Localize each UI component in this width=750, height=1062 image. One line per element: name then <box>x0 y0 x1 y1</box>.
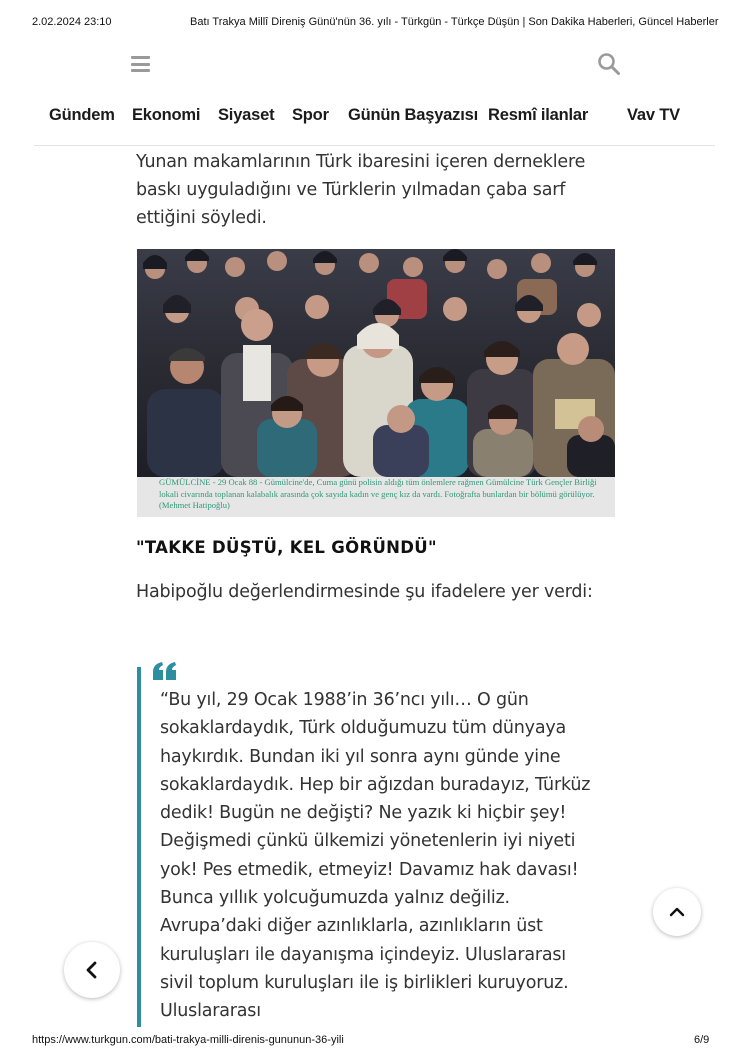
print-page-number: 6/9 <box>694 1034 710 1046</box>
main-nav <box>0 100 750 134</box>
nav-item-siyaset[interactable]: Siyaset <box>218 106 275 124</box>
print-header <box>0 16 750 32</box>
quote-text: “Bu yıl, 29 Ocak 1988’in 36’ncı yılı… O gün sokaklardaydık, Türk olduğumuzu tüm dünyaya haykırdık. Bundan iki yıl sonra aynı günde yine sokaklardaydık. Hep bir ağızdan buradayız, Türküz dedik! Bugün ne değişti? Ne yazık ki hiçbir şey! Değişmedi çünkü ülkemizi yönetenlerin iyi niyeti yok! Pes etmedik, etmeyiz! Davamız hak davası! Bunca yıllık yolcuğumuzda yalnız değiliz. Avrupa’daki diğer azınlıklarla, azınlıkların üst kuruluşları ile dayanışma içindeyiz. Uluslararası sivil toplum kuruluşları ile iş birlikleri kuruyoruz. Uluslararası <box>160 690 591 1022</box>
nav-divider <box>34 145 715 146</box>
nav-item-spor[interactable]: Spor <box>292 106 329 124</box>
quote-icon <box>152 661 178 681</box>
nav-item-gundem[interactable]: Gündem <box>49 106 115 124</box>
nav-item-gunun-basyazisi[interactable]: Günün Başyazısı <box>348 106 478 124</box>
photo-caption: GÜMÜLCİNE - 29 Ocak 88 - Gümülcine'de, Cuma günü polisin aldığı tüm önlemlere rağmen Gümülcine Türk Gençler Birliği lokali civarında toplanan kalabalık arasında çok sayıda kadın ve genç kız da vardı. Fotoğrafta bunlardan bir bölümü görülüyor. (Mehmet Hatipoğlu) <box>159 477 597 510</box>
site-header <box>0 44 750 84</box>
quote-accent-bar <box>137 667 141 1027</box>
scroll-to-top-button[interactable] <box>653 888 701 936</box>
section-heading: "TAKKE DÜŞTÜ, KEL GÖRÜNDÜ" <box>136 538 437 557</box>
article-lead: Yunan makamlarının Türk ibaresini içeren derneklere baskı uyguladığını ve Türklerin yılmadan çaba sarf ettiğini söyledi. <box>136 152 586 228</box>
nav-item-resmi-ilanlar[interactable]: Resmî ilanlar <box>488 106 589 124</box>
back-button[interactable] <box>64 942 120 998</box>
search-icon[interactable] <box>597 52 621 76</box>
article-photo <box>137 249 615 517</box>
crowd-photo <box>137 249 615 477</box>
print-title: Batı Trakya Millî Direniş Günü'nün 36. yılı - Türkgün - Türkçe Düşün | Son Dakika Haberleri, Güncel Haberler <box>190 16 719 28</box>
print-date: 2.02.2024 23:10 <box>32 16 112 28</box>
chevron-left-icon <box>80 958 104 982</box>
article-paragraph: Habipoğlu değerlendirmesinde şu ifadelere yer verdi: <box>136 582 593 602</box>
hamburger-icon[interactable] <box>131 56 150 72</box>
chevron-up-icon <box>665 900 689 924</box>
print-url: https://www.turkgun.com/bati-trakya-milli-direnis-gununun-36-yili <box>32 1034 344 1046</box>
nav-item-vav-tv[interactable]: Vav TV <box>627 106 680 124</box>
nav-item-ekonomi[interactable]: Ekonomi <box>132 106 201 124</box>
